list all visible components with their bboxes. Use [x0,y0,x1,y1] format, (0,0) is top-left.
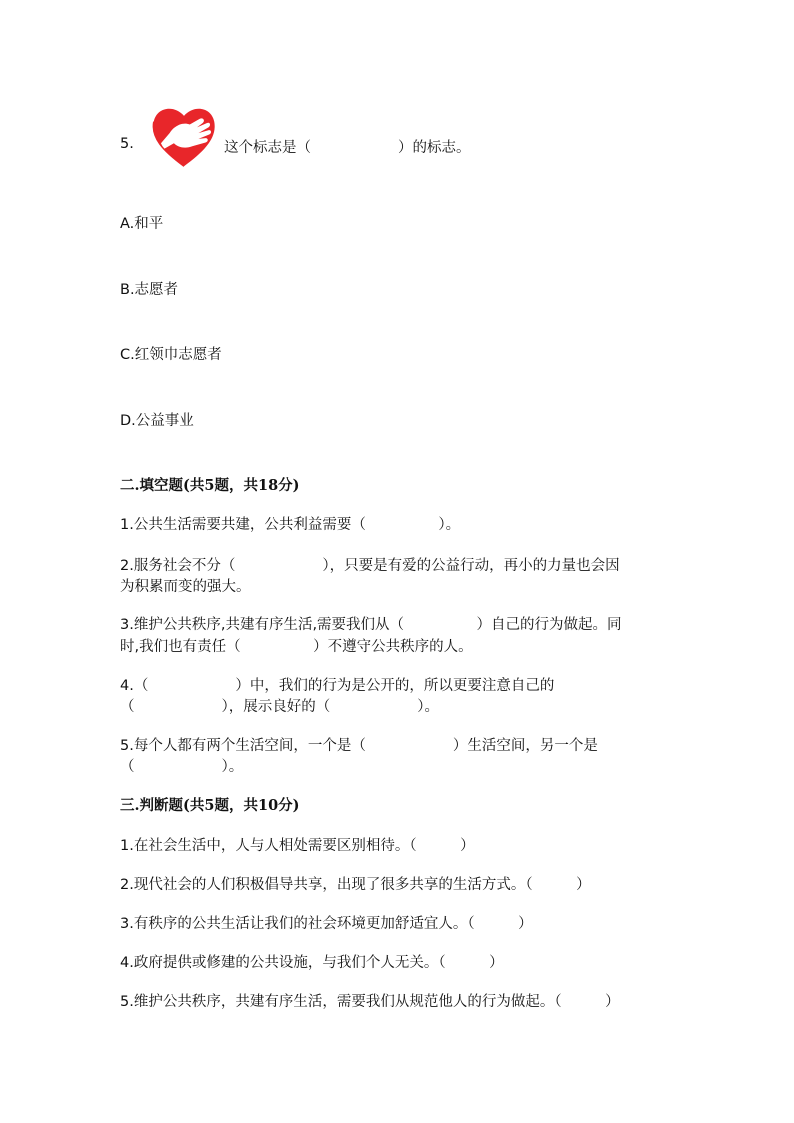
option-c[interactable]: C.红领巾志愿者 [120,347,222,363]
judge-item-4: 4.政府提供或修建的公共设施，与我们个人无关。（ ） [120,955,504,971]
fill-item-2-line-2: 为积累而变的强大。 [120,579,251,595]
fill-item-4-line-2: （ ），展示良好的（ ）。 [120,699,439,715]
fill-item-3-line-2: 时,我们也有责任（ ）不遵守公共秩序的人。 [120,639,473,655]
judge-section-title: 三.判断题(共5题，共10分) [120,797,300,814]
fill-section-title: 二.填空题(共5题，共18分) [120,477,300,494]
fill-item-3-line-1: 3.维护公共秩序,共建有序生活,需要我们从（ ）自己的行为做起。同 [120,617,622,633]
fill-item-4-line-1: 4.（ ）中，我们的行为是公开的，所以更要注意自己的 [120,678,555,694]
option-b[interactable]: B.志愿者 [120,282,179,298]
volunteer-heart-hand-icon [146,100,222,172]
question-number: 5. [120,136,134,152]
option-a[interactable]: A.和平 [120,216,164,232]
option-d[interactable]: D.公益事业 [120,413,194,429]
fill-item-5-line-2: （ ）。 [120,759,244,775]
judge-item-1: 1.在社会生活中，人与人相处需要区别相待。（ ） [120,838,475,854]
judge-item-3: 3.有秩序的公共生活让我们的社会环境更加舒适宜人。（ ） [120,916,533,932]
fill-item-2-line-1: 2.服务社会不分（ ），只要是有爱的公益行动，再小的力量也会因 [120,558,620,574]
question-text: 这个标志是（ ）的标志。 [224,140,471,156]
fill-item-1: 1.公共生活需要共建，公共利益需要（ ）。 [120,517,461,533]
judge-item-5: 5.维护公共秩序，共建有序生活，需要我们从规范他人的行为做起。（ ） [120,994,620,1010]
judge-item-2: 2.现代社会的人们积极倡导共享，出现了很多共享的生活方式。（ ） [120,877,591,893]
fill-item-5-line-1: 5.每个人都有两个生活空间，一个是（ ）生活空间，另一个是 [120,738,598,754]
